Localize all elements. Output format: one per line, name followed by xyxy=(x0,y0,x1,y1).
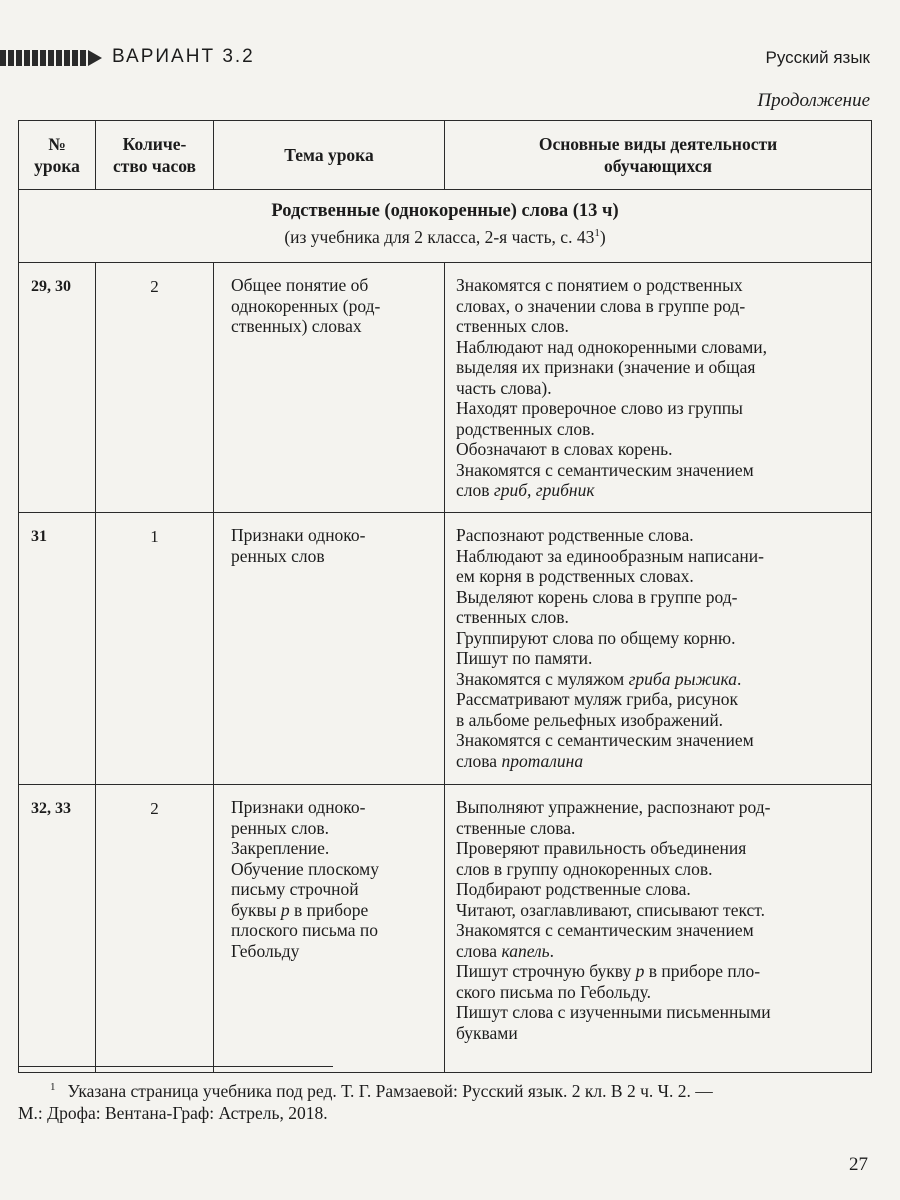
table-row xyxy=(19,785,872,1073)
header-decor-bar xyxy=(0,50,88,66)
section-title: Родственные (однокоренные) слова (13 ч) xyxy=(271,201,619,221)
page-header xyxy=(0,44,900,74)
section-row xyxy=(19,190,872,263)
lesson-number-cell: 32, 33 xyxy=(19,785,96,1073)
footnote-line-1: Указана страница учебника под ред. Т. Г. Рамзаевой: Русский язык. 2 кл. В 2 ч. Ч. 2. — xyxy=(67,1080,713,1101)
footnote-rule xyxy=(18,1066,333,1067)
header-activity: Основные виды деятельности обучающихся xyxy=(445,121,872,190)
topic-cell: Признаки одноко- ренных слов xyxy=(214,513,445,785)
variant-label: ВАРИАНТ 3.2 xyxy=(112,46,255,67)
activity-cell: Распознают родственные слова. Наблюдают за единообразным написани- ем корня в родственных словах. Выделяют корень слова в группе род- ственных слов. Группируют слова по общему корню. Пишут по памяти. Знакомятся с муляжом гриба рыжика. Рассматривают муляж гриба, рисунок в альбоме рельефных изображений. Знакомятся с семантическим значением слова проталина xyxy=(445,513,872,785)
table-row xyxy=(19,263,872,513)
footnote xyxy=(18,1076,878,1124)
section-subtitle: (из учебника для 2 класса, 2-я часть, с. $43^1$) xyxy=(284,226,606,247)
table-row xyxy=(19,513,872,785)
table-header-row xyxy=(19,121,872,190)
page-number: 27 xyxy=(849,1154,868,1175)
header-hours: Количе- ство часов xyxy=(96,121,214,190)
topic-cell: Общее понятие об однокоренных (род- ственных) словах xyxy=(214,263,445,513)
continuation-label: Продолжение xyxy=(757,90,870,111)
lesson-number-cell: 31 xyxy=(19,513,96,785)
activity-cell: Знакомятся с понятием о родственных словах, о значении слова в группе род- ственных слов. Наблюдают над однокоренными словами, выделяя их признаки (значение и общая часть слова). Находят проверочное слово из группы родственных слов. Обозначают в словах корень. Знакомятся с семантическим значением слов гриб, грибник xyxy=(445,263,872,513)
header-topic: Тема урока xyxy=(214,121,445,190)
hours-cell: 2 xyxy=(96,263,214,513)
subject-label: Русский язык xyxy=(765,48,870,67)
topic-cell: Признаки одноко- ренных слов. Закрепление. Обучение плоскому письму строчной буквы р в приборе плоского письма по Гебольду xyxy=(214,785,445,1073)
footnote-mark: 1 xyxy=(50,1081,56,1093)
lesson-number-cell: 29, 30 xyxy=(19,263,96,513)
section-cell xyxy=(19,190,872,263)
lesson-table xyxy=(18,120,872,1073)
hours-cell: 1 xyxy=(96,513,214,785)
footnote-line-2: М.: Дрофа: Вентана-Граф: Астрель, 2018. xyxy=(18,1102,328,1123)
activity-cell: Выполняют упражнение, распознают род- ственные слова. Проверяют правильность объединения слов в группу однокоренных слов. Подбирают родственные слова. Читают, озаглавливают, списывают текст. Знакомятся с семантическим значением слова капель. Пишут строчную букву р в приборе пло- ского письма по Гебольду. Пишут слова с изученными письменными буквами xyxy=(445,785,872,1073)
header-lesson-number: № урока xyxy=(19,121,96,190)
hours-cell: 2 xyxy=(96,785,214,1073)
